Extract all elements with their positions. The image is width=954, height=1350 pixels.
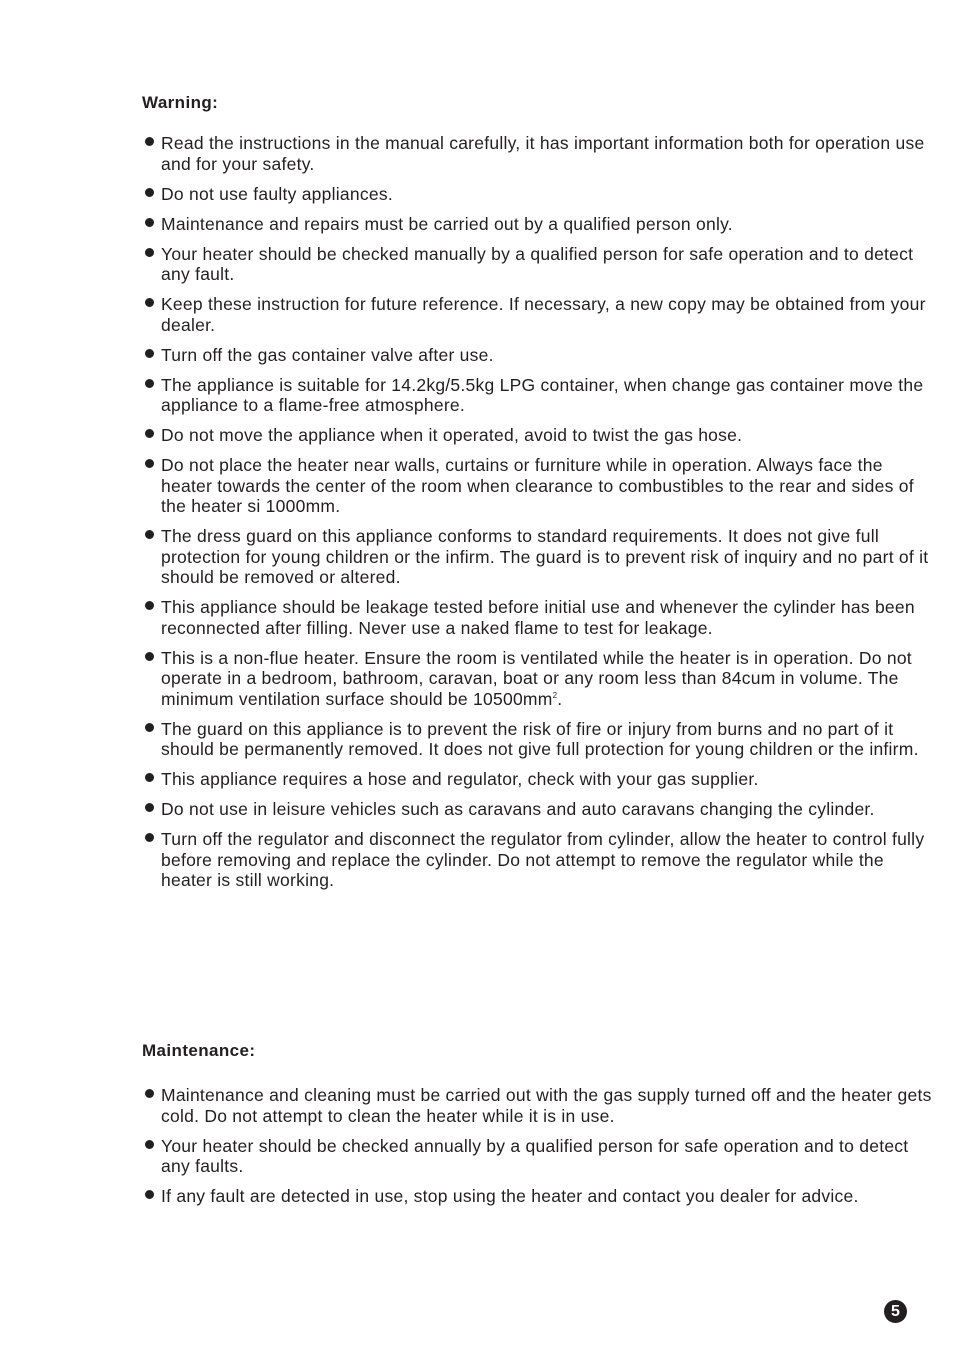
- list-item-text: This appliance requires a hose and regulator, check with your gas supplier.: [161, 769, 759, 789]
- list-item-text: Turn off the regulator and disconnect the regulator from cylinder, allow the heater to control fully before removing and replace the cylinder. Do not attempt to remove the regulator while the heater is still working.: [161, 829, 925, 890]
- bullet-icon: [145, 379, 154, 388]
- list-item-text: Your heater should be checked annually by a qualified person for safe operation and to detect any faults.: [161, 1135, 909, 1176]
- list-item: [142, 184, 932, 205]
- list-item-text: Do not place the heater near walls, curtains or furniture while in operation. Always face the heater towards the center of the room when clearance to combustibles to the rear and sides of the heater si 1000mm.: [161, 455, 914, 516]
- list-item: [142, 345, 932, 366]
- bullet-icon: [145, 137, 154, 146]
- superscript: 2: [552, 690, 558, 700]
- maintenance-list: [142, 1085, 932, 1216]
- warning-list: [142, 133, 932, 900]
- list-item-text: Maintenance and repairs must be carried out by a qualified person only.: [161, 213, 733, 234]
- list-item-text: The appliance is suitable for 14.2kg/5.5kg LPG container, when change gas container move the appliance to a flame-free atmosphere.: [161, 374, 924, 415]
- list-item-text: Read the instructions in the manual carefully, it has important information both for operation use and for your safety.: [161, 133, 925, 174]
- list-item-text: Do not move the appliance when it operated, avoid to twist the gas hose.: [161, 425, 743, 445]
- bullet-icon: [145, 298, 154, 307]
- list-item: [142, 829, 932, 891]
- bullet-icon: [145, 1190, 154, 1199]
- bullet-icon: [145, 1140, 154, 1149]
- bullet-icon: [145, 803, 154, 812]
- list-item: [142, 597, 932, 638]
- list-item: [142, 1186, 932, 1207]
- maintenance-heading: Maintenance:: [142, 1041, 256, 1060]
- bullet-icon: [145, 652, 154, 661]
- list-item: [142, 1085, 932, 1126]
- list-item: [142, 425, 932, 446]
- bullet-icon: [145, 248, 154, 257]
- list-item-text: Do not use faulty appliances.: [161, 183, 393, 204]
- bullet-icon: [145, 349, 154, 358]
- bullet-icon: [145, 833, 154, 842]
- list-item-text: Your heater should be checked manually by a qualified person for safe operation and to detect any fault.: [161, 243, 914, 284]
- list-item-text: Do not use in leisure vehicles such as caravans and auto caravans changing the cylinder.: [161, 799, 875, 819]
- list-item: [142, 455, 932, 517]
- list-item-text: The dress guard on this appliance conforms to standard requirements. It does not give full protection for young children or the infirm. The guard is to prevent risk of inquiry and no part of it should be removed or altered.: [161, 526, 929, 587]
- list-item: [142, 648, 932, 710]
- list-item: [142, 799, 932, 820]
- bullet-icon: [145, 723, 154, 732]
- bullet-icon: [145, 429, 154, 438]
- page-number: 5: [884, 1300, 907, 1323]
- bullet-icon: [145, 530, 154, 539]
- bullet-icon: [145, 459, 154, 468]
- list-item: [142, 375, 932, 416]
- list-item-text: This is a non-flue heater. Ensure the room is ventilated while the heater is in operation. Do not operate in a bedroom, bathroom, caravan, boat or any room less than 84cum in volume. The minimum ventilation surface should be 10500mm: [161, 647, 912, 709]
- list-item: [142, 294, 932, 335]
- bullet-icon: [145, 773, 154, 782]
- bullet-icon: [145, 188, 154, 197]
- list-item: [142, 133, 932, 174]
- list-item-text: This appliance should be leakage tested before initial use and whenever the cylinder has been reconnected after filling. Never use a naked flame to test for leakage.: [161, 597, 915, 638]
- bullet-icon: [145, 1089, 154, 1098]
- bullet-icon: [145, 601, 154, 610]
- list-item-text: Maintenance and cleaning must be carried out with the gas supply turned off and the heater gets cold. Do not attempt to clean the heater while it is in use.: [161, 1085, 932, 1126]
- list-item: [142, 719, 932, 760]
- list-item: [142, 769, 932, 790]
- list-item-text: Turn off the gas container valve after use.: [161, 344, 494, 365]
- list-item: [142, 214, 932, 235]
- list-item: [142, 244, 932, 285]
- list-item: [142, 526, 932, 588]
- list-item-text: Keep these instruction for future reference. If necessary, a new copy may be obtained from your dealer.: [161, 294, 926, 335]
- list-item-text: If any fault are detected in use, stop using the heater and contact you dealer for advice.: [161, 1186, 859, 1206]
- trailing-period: .: [557, 688, 563, 709]
- warning-heading: Warning:: [142, 93, 219, 112]
- list-item-text: The guard on this appliance is to prevent the risk of fire or injury from burns and no part of it should be permanently removed. It does not give full protection for young children or the infirm.: [161, 718, 919, 759]
- bullet-icon: [145, 218, 154, 227]
- list-item: [142, 1136, 932, 1177]
